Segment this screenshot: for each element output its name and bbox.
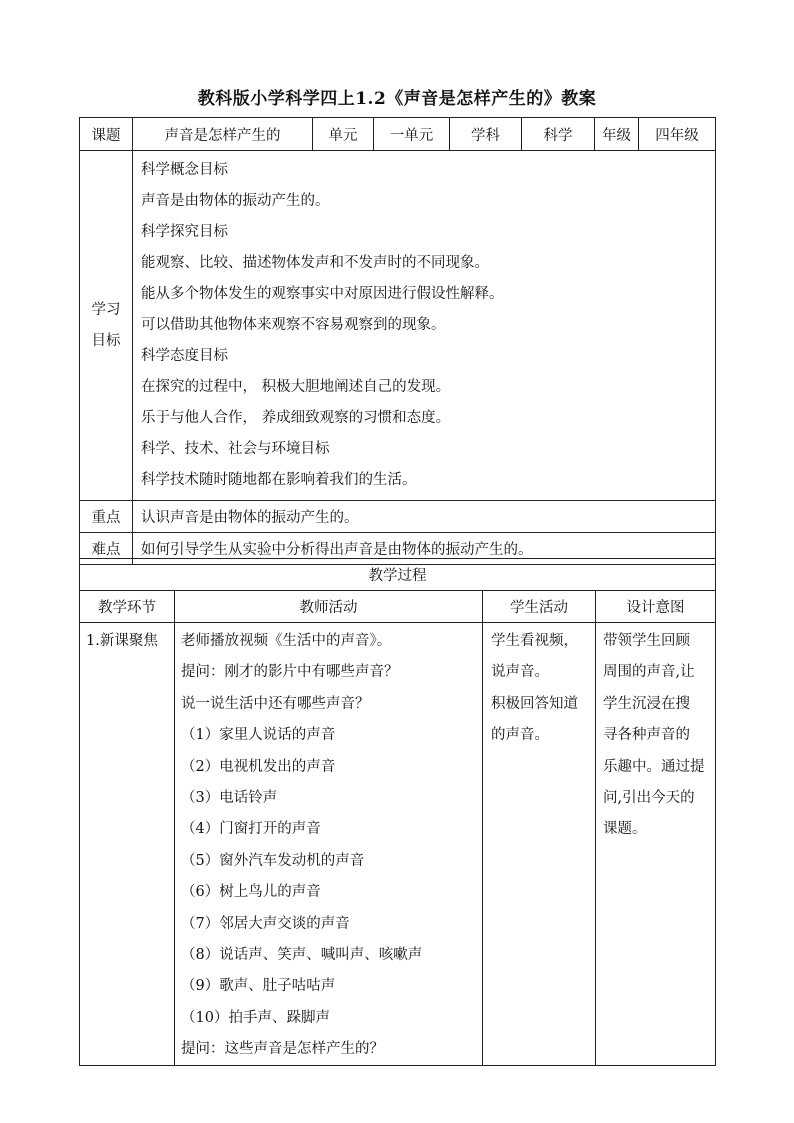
student-line: 积极回答知道: [491, 695, 578, 712]
teacher-line: （5）窗外汽车发动机的声音: [181, 852, 365, 869]
teacher-line: 老师播放视频《生活中的声音》。: [181, 633, 392, 649]
key-point-label: 重点: [80, 501, 133, 533]
teacher-line: （2）电视机发出的声音: [181, 758, 336, 775]
unit-label: 单元: [313, 118, 374, 151]
lesson-info-table: [79, 117, 716, 565]
grade-value: 四年级: [639, 118, 716, 151]
subject-value: 科学: [522, 118, 595, 151]
design-line: 乐趣中。通过提: [603, 758, 705, 775]
teacher-line: （1）家里人说话的声音: [181, 727, 336, 744]
info-row: [80, 118, 716, 151]
objective-line: 声音是由物体的振动产生的。: [141, 193, 330, 209]
teacher-line: 提问：刚才的影片中有哪些声音？: [181, 664, 399, 681]
design-line: 周围的声音,让: [603, 664, 695, 681]
document-title: 教科版小学科学四上1.2《声音是怎样产生的》教案: [197, 89, 597, 109]
teacher-activity-cell: [175, 623, 483, 1066]
teacher-line: （8）说话声、笑声、喊叫声、咳嗽声: [181, 946, 423, 963]
process-heading: 教学过程: [80, 559, 716, 591]
col-stage-header: 教学环节: [80, 591, 175, 623]
teaching-process-table: [79, 558, 716, 1066]
design-line: 问,引出今天的: [603, 789, 695, 806]
subject-label: 学科: [450, 118, 522, 151]
objective-line: 乐于与他人合作， 养成细致观察的习惯和态度。: [141, 410, 451, 426]
objective-line: 科学概念目标: [141, 162, 228, 178]
teacher-line: （9）歌声、肚子咕咕声: [181, 978, 336, 995]
col-student-header: 学生活动: [483, 591, 596, 623]
objectives-content: [133, 151, 716, 501]
design-line: 寻各种声音的: [603, 727, 690, 744]
unit-value: 一单元: [374, 118, 450, 151]
teacher-line: （7）邻居大声交谈的声音: [181, 915, 350, 932]
teacher-line: 提问：这些声音是怎样产生的？: [181, 1041, 384, 1058]
difficulty-text: 如何引导学生从实验中分析得出声音是由物体的振动产生的。: [133, 533, 716, 565]
teacher-line: （10）拍手声、跺脚声: [181, 1009, 330, 1026]
objectives-label: [80, 151, 133, 501]
grade-label: 年级: [595, 118, 639, 151]
student-line: 学生看视频，: [491, 633, 578, 649]
key-point-text: 认识声音是由物体的振动产生的。: [133, 501, 716, 533]
col-teacher-header: 教师活动: [175, 591, 483, 623]
teacher-line: （4）门窗打开的声音: [181, 821, 321, 838]
objective-line: 科学态度目标: [141, 348, 228, 364]
col-design-header: 设计意图: [596, 591, 716, 623]
objective-line: 在探究的过程中， 积极大胆地阐述自己的发现。: [141, 379, 451, 395]
objective-line: 能从多个物体发生的观察事实中对原因进行假设性解释。: [141, 286, 504, 302]
design-intent-cell: [596, 623, 716, 1066]
process-row: [80, 623, 716, 1066]
objective-line: 科学、技术、社会与环境目标: [141, 441, 330, 457]
student-activity-cell: [483, 623, 596, 1066]
key-point-row: [80, 501, 716, 533]
student-line: 说声音。: [491, 664, 549, 681]
objectives-label-line: 学习: [91, 301, 121, 318]
design-line: 课题。: [603, 821, 647, 838]
objective-line: 科学探究目标: [141, 224, 228, 240]
objectives-label-line: 目标: [91, 332, 121, 349]
teacher-line: （6）树上鸟儿的声音: [181, 884, 321, 901]
topic-value: 声音是怎样产生的: [133, 118, 313, 151]
process-heading-row: [80, 559, 716, 591]
objectives-row: [80, 151, 716, 501]
teacher-line: （3）电话铃声: [181, 789, 278, 806]
process-columns-row: [80, 591, 716, 623]
topic-label: 课题: [80, 118, 133, 151]
objective-line: 科学技术随时随地都在影响着我们的生活。: [141, 472, 417, 488]
teacher-line: 说一说生活中还有哪些声音？: [181, 695, 370, 712]
difficulty-label: 难点: [80, 533, 133, 565]
objective-line: 能观察、比较、描述物体发声和不发声时的不同现象。: [141, 255, 489, 271]
stage-cell: 1.新课聚焦: [80, 623, 175, 1066]
design-line: 学生沉浸在搜: [603, 695, 690, 712]
objective-line: 可以借助其他物体来观察不容易观察到的现象。: [141, 317, 446, 333]
design-line: 带领学生回顾: [603, 633, 690, 649]
student-line: 的声音。: [491, 727, 549, 744]
